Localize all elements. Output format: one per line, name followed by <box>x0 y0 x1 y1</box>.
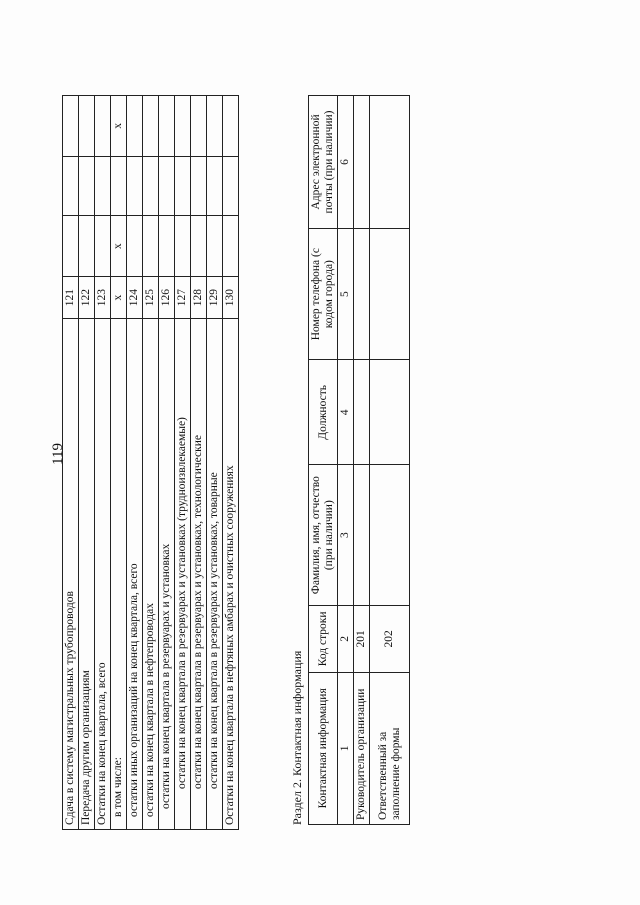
row-label: остатки на конец квартала в резервуарах и установках, технологические <box>191 319 207 830</box>
value-cell <box>223 216 239 277</box>
row-code: 126 <box>159 277 175 319</box>
value-cell <box>79 156 95 216</box>
value-cell <box>191 216 207 277</box>
row-label: остатки на конец квартала в нефтепроводах <box>143 319 159 830</box>
value-cell <box>111 156 127 216</box>
empty-cell <box>370 228 410 359</box>
row-label: Руководитель организации <box>354 672 370 824</box>
value-cell <box>79 96 95 157</box>
table-row <box>127 96 143 830</box>
value-cell <box>175 216 191 277</box>
empty-cell <box>354 228 370 359</box>
value-cell <box>127 156 143 216</box>
table-row <box>95 96 111 830</box>
header-email: Адрес электронной почты (при наличии) <box>309 96 338 229</box>
col-number: 6 <box>338 96 354 229</box>
contact-number-row <box>338 96 354 825</box>
empty-cell <box>370 465 410 606</box>
row-label: остатки на конец квартала в резервуарах и установках <box>159 319 175 830</box>
row-code: 123 <box>95 277 111 319</box>
value-cell <box>191 156 207 216</box>
row-code: 122 <box>79 277 95 319</box>
row-label: Передача другим организациям <box>79 319 95 830</box>
value-cell <box>127 216 143 277</box>
value-cell <box>191 96 207 157</box>
row-label: в том числе: <box>111 319 127 830</box>
value-cell <box>63 96 79 157</box>
value-cell <box>175 96 191 157</box>
row-code: 129 <box>207 277 223 319</box>
col-number: 3 <box>338 465 354 606</box>
row-label: Остатки на конец квартала, всего <box>95 319 111 830</box>
row-code: x <box>111 277 127 319</box>
value-cell <box>207 156 223 216</box>
table-row <box>63 96 79 830</box>
value-cell <box>95 216 111 277</box>
header-position: Должность <box>309 360 338 465</box>
table-row <box>175 96 191 830</box>
row-code: 128 <box>191 277 207 319</box>
value-cell <box>159 216 175 277</box>
value-cell <box>63 156 79 216</box>
row-label: Остатки на конец квартала в нефтяных амбарах и очистных сооружениях <box>223 319 239 830</box>
row-code: 125 <box>143 277 159 319</box>
row-label: Сдача в систему магистральных трубопроводов <box>63 319 79 830</box>
row-label: Ответственный за заполнение формы <box>370 672 410 824</box>
section1-table <box>62 95 239 830</box>
header-full-name: Фамилия, имя, отчество (при наличии) <box>309 465 338 606</box>
row-code: 130 <box>223 277 239 319</box>
row-label: остатки на конец квартала в резервуарах и установках, товарные <box>207 319 223 830</box>
col-number: 1 <box>338 672 354 824</box>
value-cell <box>143 96 159 157</box>
contact-row-responsible <box>370 96 410 825</box>
col-number: 2 <box>338 606 354 673</box>
table-row <box>159 96 175 830</box>
row-code: 127 <box>175 277 191 319</box>
contact-header-row <box>309 96 338 825</box>
empty-cell <box>354 465 370 606</box>
row-code: 121 <box>63 277 79 319</box>
row-label: остатки иных организаций на конец квартала, всего <box>127 319 143 830</box>
value-cell <box>63 216 79 277</box>
table-row <box>191 96 207 830</box>
empty-cell <box>354 360 370 465</box>
value-cell <box>207 96 223 157</box>
value-cell <box>207 216 223 277</box>
table-row <box>143 96 159 830</box>
table-row <box>79 96 95 830</box>
value-cell <box>159 96 175 157</box>
row-code: 124 <box>127 277 143 319</box>
value-cell <box>95 156 111 216</box>
value-cell <box>223 96 239 157</box>
header-line-code: Код строки <box>309 606 338 673</box>
value-cell <box>79 216 95 277</box>
table-row <box>207 96 223 830</box>
col-number: 4 <box>338 360 354 465</box>
value-cell <box>95 96 111 157</box>
value-cell <box>143 216 159 277</box>
empty-cell <box>370 96 410 229</box>
header-phone: Номер телефона (с кодом города) <box>309 228 338 359</box>
contact-row-head <box>354 96 370 825</box>
row-code: 201 <box>354 606 370 673</box>
table-row <box>223 96 239 830</box>
row-label: остатки на конец квартала в резервуарах и установках (трудноизвлекаемые) <box>175 319 191 830</box>
value-cell <box>143 156 159 216</box>
value-cell <box>175 156 191 216</box>
empty-cell <box>370 360 410 465</box>
col-number: 5 <box>338 228 354 359</box>
contact-table <box>308 95 410 825</box>
value-cell: x <box>111 216 127 277</box>
value-cell <box>127 96 143 157</box>
value-cell: x <box>111 96 127 157</box>
value-cell <box>159 156 175 216</box>
table-row <box>111 96 127 830</box>
row-code: 202 <box>370 606 410 673</box>
empty-cell <box>354 96 370 229</box>
page-number: 119 <box>50 443 66 465</box>
value-cell <box>223 156 239 216</box>
header-contact-info: Контактная информация <box>309 672 338 824</box>
section2-title: Раздел 2. Контактная информация <box>290 650 304 825</box>
